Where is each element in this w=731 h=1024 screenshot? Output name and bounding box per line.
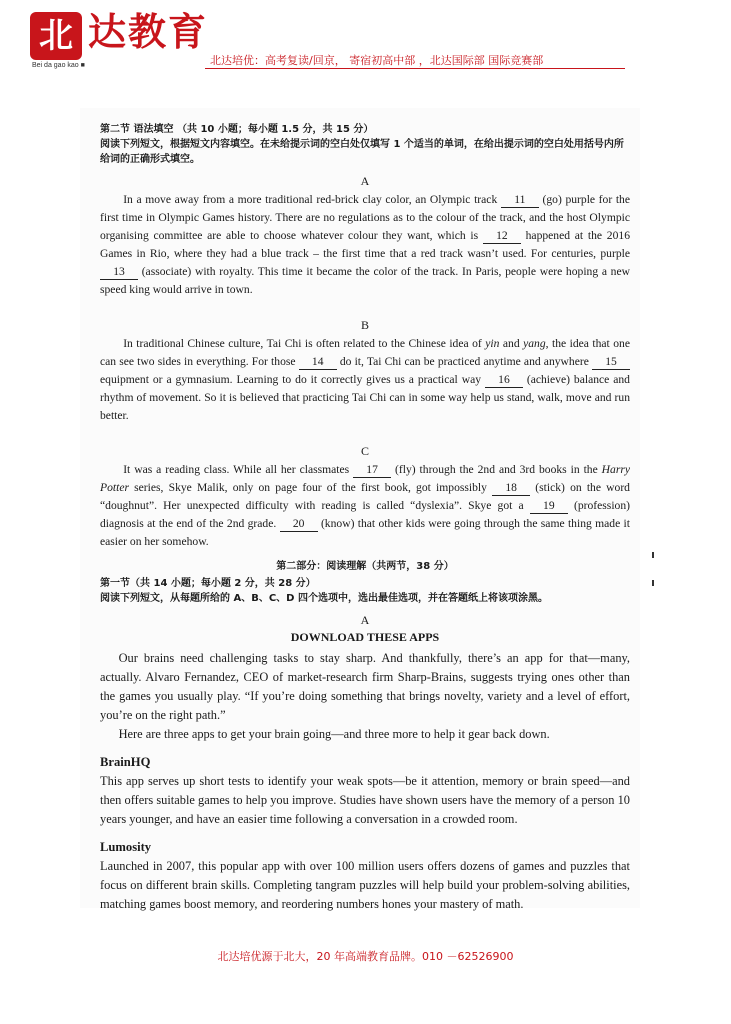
blank-13[interactable]: 13 (100, 265, 138, 280)
reading-a-letter: A (360, 613, 370, 627)
logo-mark: 北 (30, 12, 82, 60)
passage-b: In traditional Chinese culture, Tai Chi is often related to the Chinese idea of yin and yang, the idea that one can see two sides in everything. For those 14 do it, Tai Chi can be practiced anytime and anywhere 15 equipment or a gymnasium. Learning to do it correctly gives us a practical way 16 (achieve) balance and rhythm of movement. So it is believed that practicing Tai Chi can in some way help us stand, walk, move and run better. (100, 337, 630, 422)
lumosity-body: Launched in 2007, this popular app with over 100 million users offers dozens of games and puzzles that focus on different brain skills. Completing tangram puzzles will help build your problem-solving abilities, matching games boost memory, and reordering numbers hones your mastery of math. (100, 859, 630, 911)
passage-c: It was a reading class. While all her classmates 17 (fly) through the 2nd and 3rd books in the Harry Potter series, Skye Malik, only on page four of the first book, got impossibly 18 (stick) on the word “doughnut”. Her unexpected difficulty with reading is called “dyslexia”. Skye got a 19 (profession) diagnosis at the end of the 2nd grade. 20 (know) that other kids were going through the same thing made it easier on her somehow. (100, 463, 631, 548)
blank-14[interactable]: 14 (299, 355, 337, 370)
blank-19[interactable]: 19 (530, 499, 568, 514)
scan-mark (652, 580, 654, 586)
reading-instructions: 阅读下列短文，从每题所给的 A、B、C、D 四个选项中，选出最佳选项，并在答题纸上将该项涂黑。 (100, 593, 548, 604)
page-header (0, 0, 731, 80)
reading-section-title: 第一节（共 14 小题；每小题 2 分，共 28 分） (100, 578, 316, 589)
article-paragraph-2: Here are three apps to get your brain going—and three more to help it gear back down. (118, 727, 550, 741)
header-divider (205, 68, 625, 69)
article-title: DOWNLOAD THESE APPS (290, 630, 440, 644)
article-paragraph-1: Our brains need challenging tasks to stay sharp. And thankfully, there’s an app for that—many, actually. Alvaro Fernandez, CEO of market-research firm Sharp-Brains, suggests trying ones other than the games you usually play. “If you’re doing something that brings novelty, variety and a level of effort, you’re on the right path.” (100, 651, 630, 722)
blank-18[interactable]: 18 (492, 481, 530, 496)
lumosity-heading: Lumosity (100, 840, 152, 854)
blank-11[interactable]: 11 (501, 193, 539, 208)
passage-a-letter: A (360, 174, 370, 188)
blank-20[interactable]: 20 (280, 517, 318, 532)
logo-title: 达教育 (88, 9, 209, 54)
blank-12[interactable]: 12 (483, 229, 521, 244)
grammar-instructions: 阅读下列短文，根据短文内容填空。在未给提示词的空白处仅填写 1 个适当的单词，在给出提示词的空白处用括号内所给词的正确形式填空。 (100, 139, 624, 165)
page-footer: 北达培优源于北大，20 年高端教育品牌。010 －62526900 (217, 950, 514, 963)
blank-17[interactable]: 17 (353, 463, 391, 478)
scan-mark (652, 552, 654, 558)
logo-pinyin: Bei da gao kao ■ (32, 62, 85, 69)
blank-16[interactable]: 16 (485, 373, 523, 388)
header-slogan: 北达培优：高考复读/回京， 寄宿初高中部 ，北达国际部 国际竞赛部 (210, 54, 544, 67)
brainhq-heading: BrainHQ (100, 755, 151, 769)
passage-b-letter: B (360, 318, 369, 332)
grammar-section-title: 第二节 语法填空 （共 10 小题；每小题 1.5 分，共 15 分） (100, 124, 374, 135)
blank-15[interactable]: 15 (592, 355, 630, 370)
exam-content (100, 122, 630, 914)
passage-c-letter: C (360, 444, 369, 458)
brainhq-body: This app serves up short tests to identify your weak spots—be it attention, memory or brain speed—and then offers suitable games to help you improve. Studies have shown users have the memory of a person 10 years younger, and have an easier time following a conversation in a crowded room. (100, 774, 630, 826)
reading-part-title: 第二部分：阅读理解（共两节，38 分） (276, 561, 454, 572)
passage-a: In a move away from a more traditional red-brick clay color, an Olympic track 11 (go) purple for the first time in Olympic Games history. There are no regulations as to the colour of the track, and the host Olympic organising committee are able to choose whatever colour they want, which is 12 happened at the 2016 Games in Rio, where they had a blue track – the first time that a red track wasn’t used. For centuries, purple 13 (associate) with royalty. This time it became the color of the track. In Paris, people were hoping a new speed king would arrive in town. (100, 193, 630, 296)
